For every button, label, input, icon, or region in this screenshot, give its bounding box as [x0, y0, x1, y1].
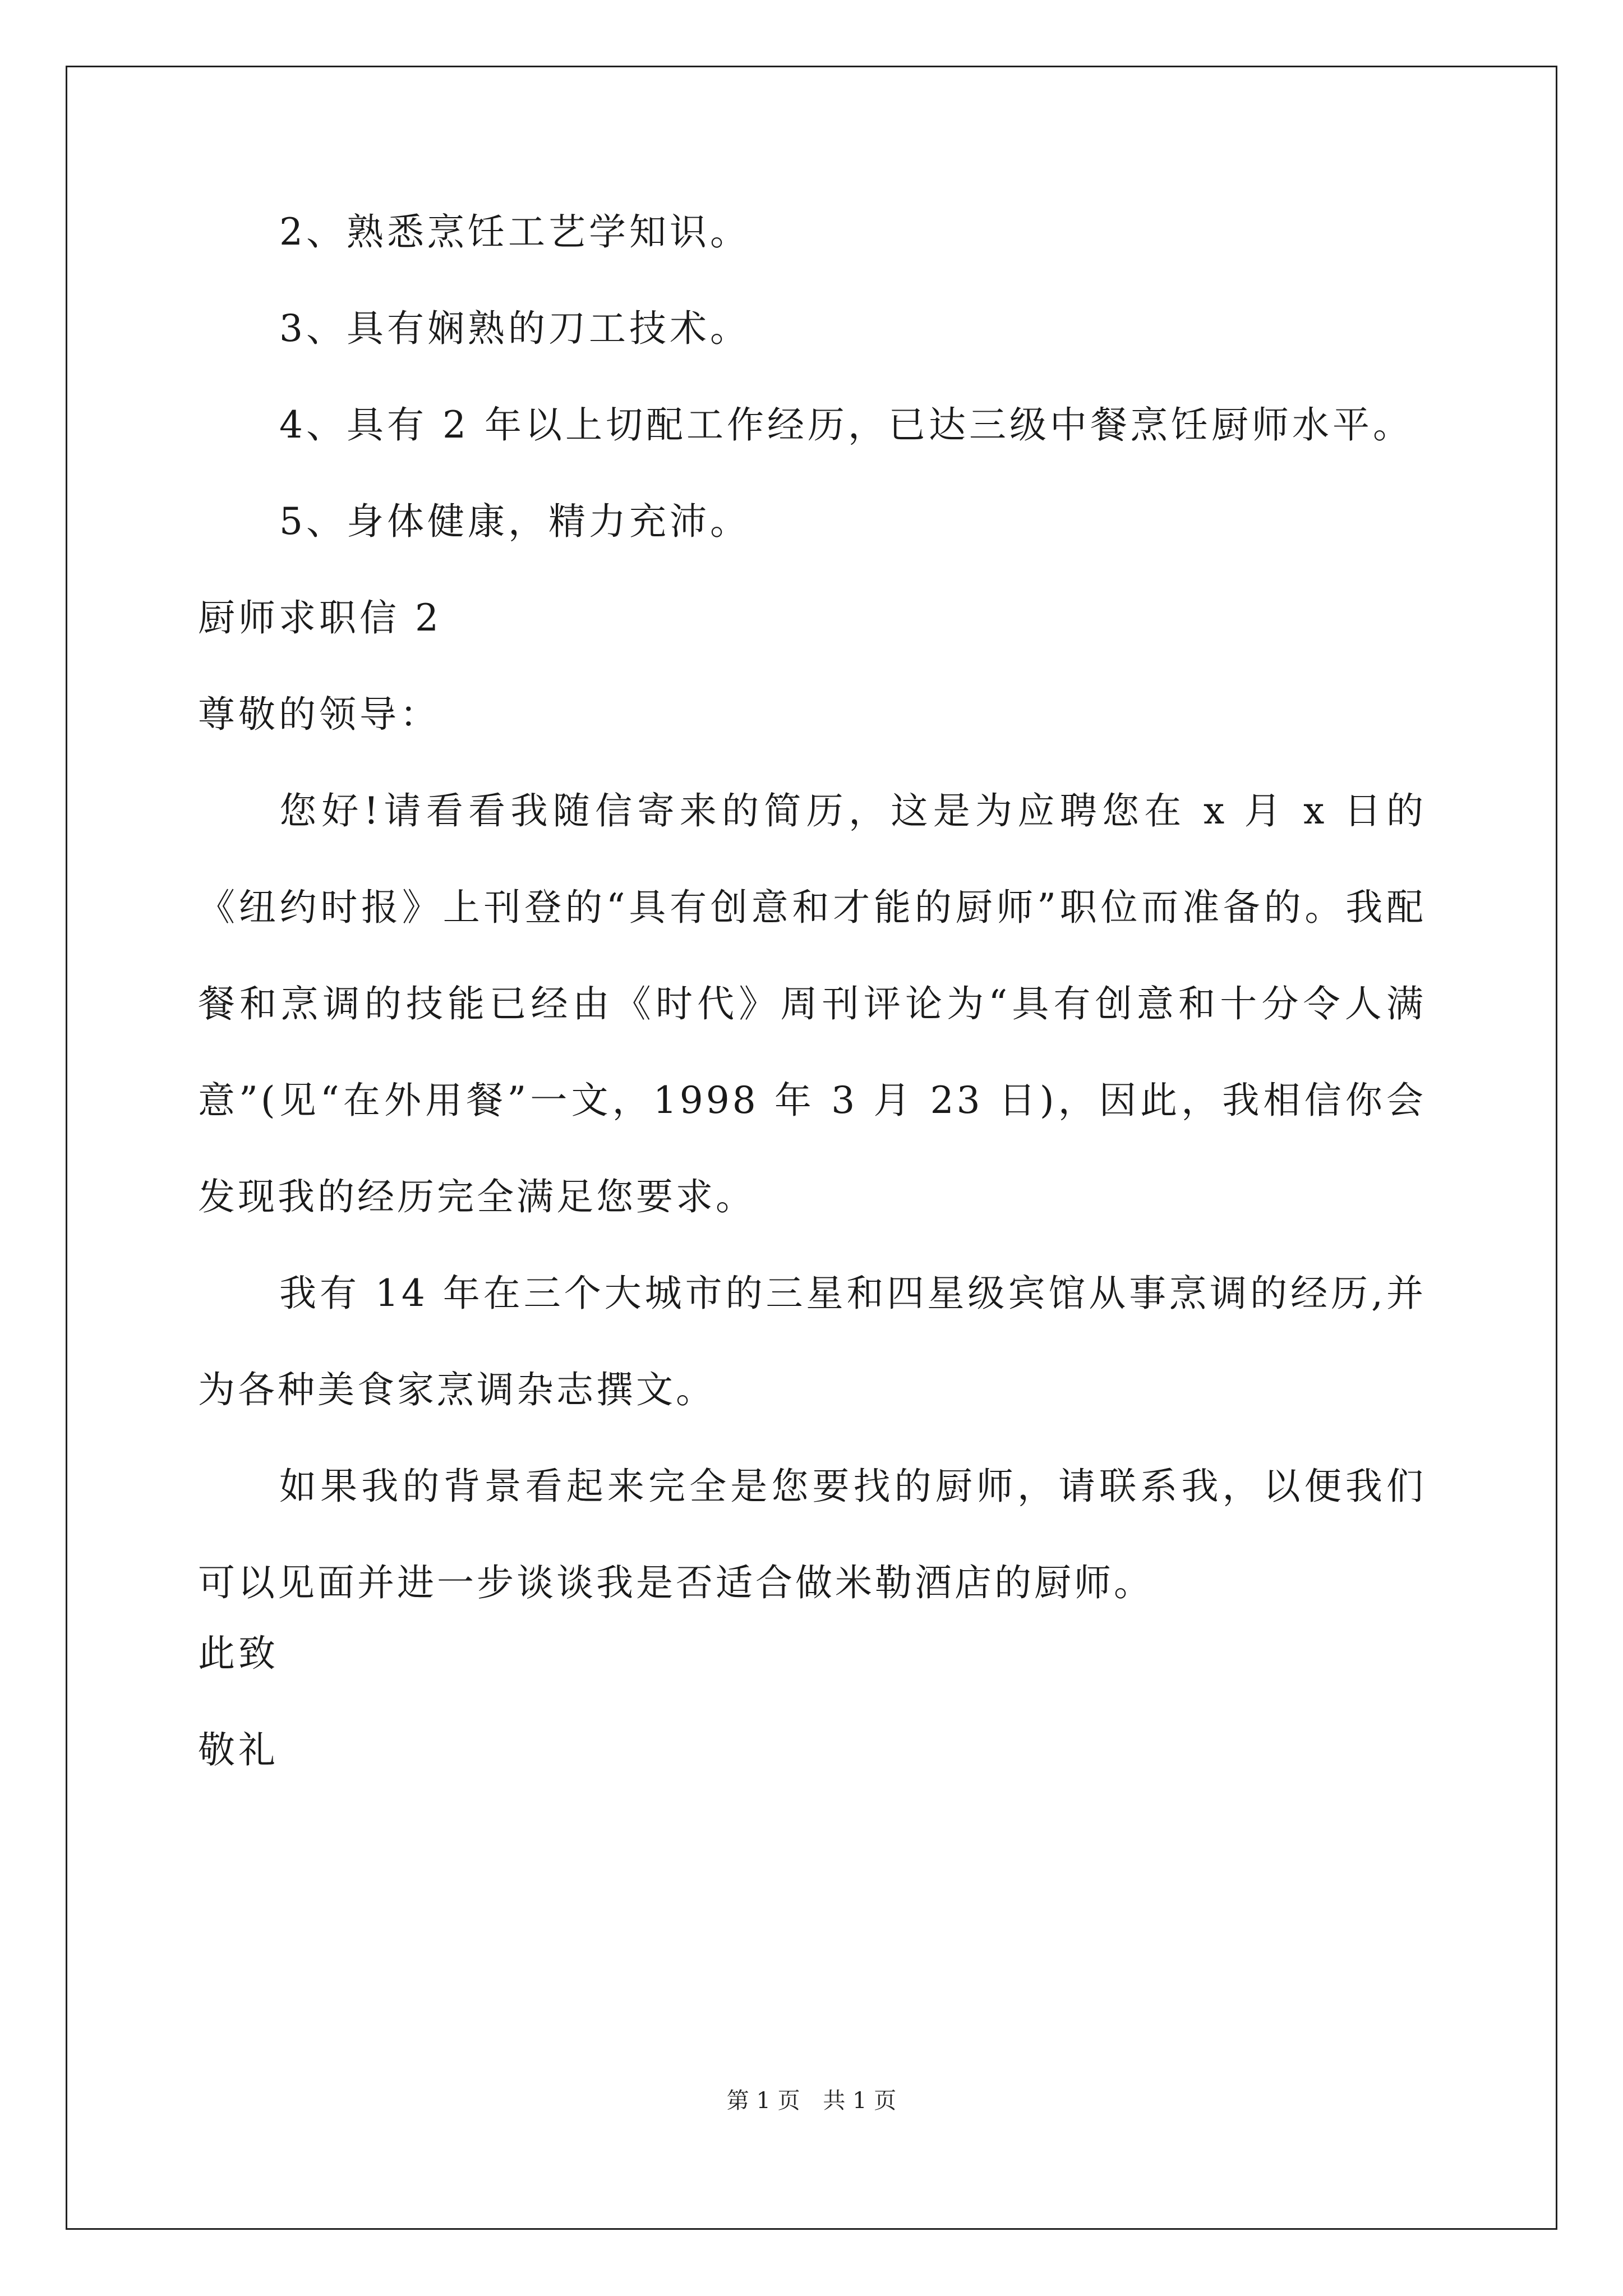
page-total: 共 1 页: [823, 2088, 897, 2114]
closing-line-2: 敬礼: [198, 1728, 279, 1772]
list-item-5: 5、身体健康，精力充沛。: [279, 500, 750, 543]
letter-heading: 厨师求职信 2: [198, 596, 442, 639]
list-item-2: 2、熟悉烹饪工艺学知识。: [279, 210, 750, 254]
page-footer: [0, 2087, 1623, 2115]
paragraph-intro: 您好!请看看我随信寄来的简历，这是为应聘您在 x 月 x 日的《纽约时报》上刊登的“具有创意和才能的厨师”职位而准备的。我配餐和烹调的技能已经由《时代》周刊评论为“具有创意和十分令人满意”(见“在外用餐”一文，1998 年 3 月 23 日)，因此，我相信你会发现我的经历完全满足您要求。: [198, 789, 1426, 1218]
paragraph-experience: 我有 14 年在三个大城市的三星和四星级宾馆从事烹调的经历,并为各种美食家烹调杂志撰文。: [198, 1272, 1426, 1411]
document-body: [198, 208, 1426, 1822]
list-item-4: 4、具有 2 年以上切配工作经历，已达三级中餐烹饪厨师水平。: [279, 403, 1413, 447]
closing-line-1: 此致: [198, 1632, 279, 1675]
page-number: 第 1 页: [726, 2088, 800, 2114]
paragraph-contact: 如果我的背景看起来完全是您要找的厨师，请联系我，以便我们可以见面并进一步谈谈我是否适合做米勒酒店的厨师。: [198, 1465, 1426, 1604]
list-item-3: 3、具有娴熟的刀工技术。: [279, 307, 750, 350]
salutation: 尊敬的领导：: [198, 693, 440, 736]
